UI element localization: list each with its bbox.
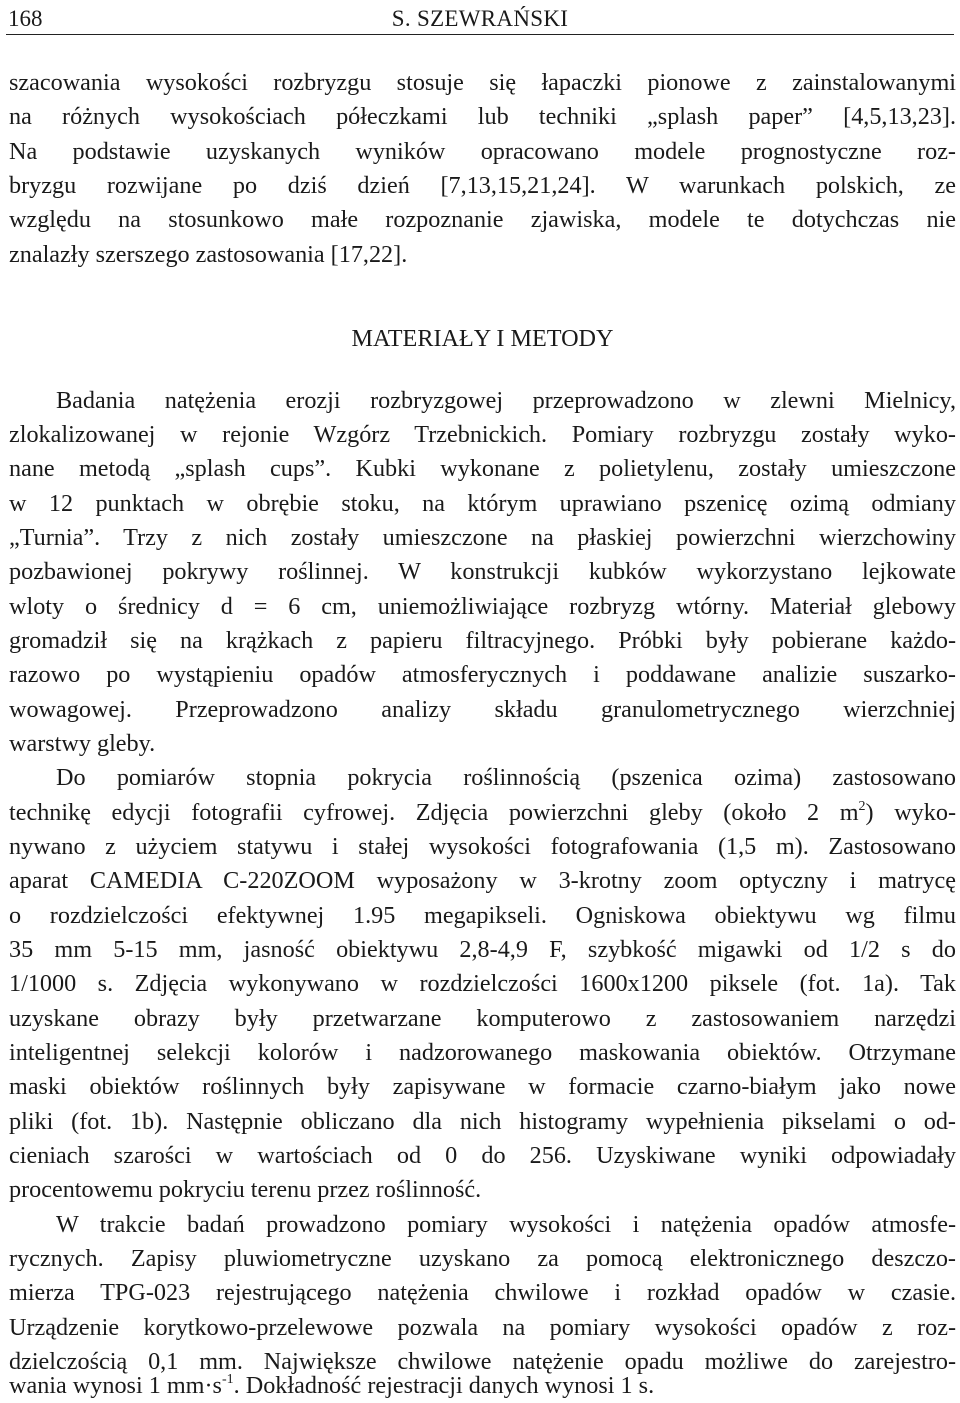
text-line: „Turnia”. Trzy z nich zostały umieszczone na płaskiej powierzchni wierzchowiny [9, 524, 956, 551]
text-line: gromadził się na krążkach z papieru filtracyjnego. Próbki były pobierane każdo- [9, 627, 956, 654]
text-line [9, 796, 956, 830]
text-line: Badania natężenia erozji rozbryzgowej przeprowadzono w zlewni Mielnicy, [56, 387, 956, 414]
text-segment: wania wynosi 1 mm·s [9, 1372, 222, 1399]
text-line: wowagowej. Przeprowadzono analizy składu granulometrycznego wierzchniej [9, 696, 956, 723]
text-line: rycznych. Zapisy pluwiometryczne uzyskano za pomocą elektronicznego deszczo- [9, 1245, 956, 1272]
text-segment: ) wyko- [865, 799, 956, 826]
superscript: 2 [858, 799, 866, 814]
text-line: cieniach szarości w wartościach od 0 do 256. Uzyskiwane wyniki odpowiadały [9, 1142, 956, 1169]
text-line: dzielczością 0,1 mm. Największe chwilowe natężenie opadu możliwe do zarejestro- [9, 1348, 956, 1375]
text-line: uzyskane obrazy były przetwarzane komputerowo z zastosowaniem narzędzi [9, 1005, 956, 1032]
text-line: 35 mm 5-15 mm, jasność obiektywu 2,8-4,9 F, szybkość migawki od 1/2 s do [9, 936, 956, 963]
text-line: nane metodą „splash cups”. Kubki wykonane z polietylenu, zostały umieszczone [9, 455, 956, 482]
text-line: o rozdzielczości efektywnej 1.95 megapikseli. Ogniskowa obiektywu wg filmu [9, 902, 956, 929]
text-line: razowo po wystąpieniu opadów atmosferycznych i poddawane analizie suszarko- [9, 661, 956, 688]
text-line: maski obiektów roślinnych były zapisywane w formacie czarno-białym jako nowe [9, 1073, 956, 1100]
running-title: S. SZEWRAŃSKI [391, 6, 569, 31]
text-line: warstwy gleby. [9, 730, 156, 757]
text-line: Urządzenie korytkowo-przelewowe pozwala na pomiary wysokości opadów z roz- [9, 1314, 956, 1341]
text-line: bryzgu rozwijane po dziś dzień [7,13,15,21,24]. W warunkach polskich, ze [9, 172, 956, 199]
text-line: szacowania wysokości rozbryzgu stosuje się łapaczki pionowe z zainstalowanymi [9, 69, 956, 96]
text-line: względu na stosunkowo małe rozpoznanie zjawiska, modele te dotychczas nie [9, 206, 956, 233]
text-segment: . Dokładność rejestracji danych wynosi 1 s. [233, 1372, 655, 1399]
section-heading: MATERIAŁY I METODY [351, 325, 614, 352]
text-line: 1/1000 s. Zdjęcia wykonywano w rozdzielczości 1600x1200 piksele (fot. 1a). Tak [9, 970, 956, 997]
page-number: 168 [8, 6, 43, 31]
text-line [9, 1369, 956, 1403]
text-line: nywano z użyciem statywu i stałej wysokości fotografowania (1,5 m). Zastosowano [9, 833, 956, 860]
text-line: Na podstawie uzyskanych wyników opracowano modele prognostyczne roz- [9, 138, 956, 165]
text-segment: technikę edycji fotografii cyfrowej. Zdjęcia powierzchni gleby (około 2 m [9, 799, 859, 826]
text-line: wloty o średnicy d = 6 cm, uniemożliwiające rozbryzg wtórny. Materiał glebowy [9, 593, 956, 620]
text-line: znalazły szerszego zastosowania [17,22]. [9, 241, 408, 268]
text-line: mierza TPG-023 rejestrującego natężenia chwilowe i rozkład opadów w czasie. [9, 1279, 956, 1306]
text-line: procentowemu pokryciu terenu przez roślinność. [9, 1176, 482, 1203]
text-line: na różnych wysokościach półeczkami lub techniki „splash paper” [4,5,13,23]. [9, 103, 956, 130]
text-line: pliki (fot. 1b). Następnie obliczano dla nich histogramy wypełnienia pikselami o od- [9, 1108, 956, 1135]
superscript: -1 [221, 1372, 234, 1387]
text-line: pozbawionej pokrywy roślinnej. W konstrukcji kubków wykorzystano lejkowate [9, 558, 956, 585]
page-header [6, 4, 954, 35]
text-line: aparat CAMEDIA C-220ZOOM wyposażony w 3-krotny zoom optyczny i matrycę [9, 867, 956, 894]
text-line: Do pomiarów stopnia pokrycia roślinnością (pszenica ozima) zastosowano [56, 764, 956, 791]
text-line: zlokalizowanej w rejonie Wzgórz Trzebnickich. Pomiary rozbryzgu zostały wyko- [9, 421, 956, 448]
text-line: inteligentnej selekcji kolorów i nadzorowanego maskowania obiektów. Otrzymane [9, 1039, 956, 1066]
text-line: w 12 punktach w obrębie stoku, na którym uprawiano pszenicę ozimą odmiany [9, 490, 956, 517]
text-line: W trakcie badań prowadzono pomiary wysokości i natężenia opadów atmosfe- [56, 1211, 956, 1238]
